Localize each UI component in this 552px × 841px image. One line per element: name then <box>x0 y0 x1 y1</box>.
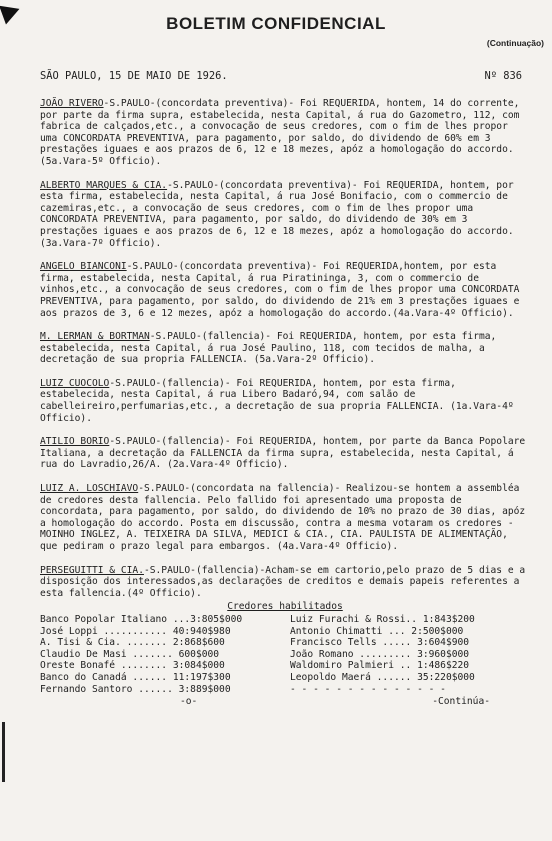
creditor-cell: A. Tisi & Cia. ....... 2:868$600 <box>40 637 225 649</box>
table-row <box>40 626 530 638</box>
creditor-cell: Francisco Tells ..... 3:604$900 <box>290 637 470 649</box>
entry-firm: M. LERMAN & BORTMAN <box>40 331 150 343</box>
table-row <box>40 672 530 684</box>
table-row <box>40 637 530 649</box>
table-row <box>40 614 530 626</box>
creditor-cell: Waldomiro Palmieri .. 1:486$220 <box>290 660 470 672</box>
creditor-cell: José Loppi ........... 40:940$980 <box>40 625 231 637</box>
entry-firm: ALBERTO MARQUES & CIA. <box>40 179 168 191</box>
margin-bar <box>2 722 5 782</box>
bulletin-number: Nº 836 <box>484 70 522 82</box>
place-date: SÃO PAULO, 15 DE MAIO DE 1926. <box>40 70 228 82</box>
creditors-table <box>40 614 530 695</box>
entry <box>40 98 530 168</box>
creditor-cell: Leopoldo Maerá ...... 35:220$000 <box>290 671 475 683</box>
creditor-cell: Claudio De Masi ....... 600$000 <box>40 648 220 660</box>
entry-text: -S.PAULO-(concordata preventiva)- Foi REQUERIDA, hontem, por esta firma, estabelecida, nesta Capital, á rua José Bonifacio, com o commercio de cazemiras,etc., a convocação de seus credores, com o fim de lhes propor uma CONCORDATA PREVENTIVA, para pagamento, por saldo, do dividendo de 30% em 3 prestações iguaes e aos prazos de 6, 12 e 18 mezes, apóz a homologação do accordo. (3a.Vara-7º Officio). <box>40 179 514 249</box>
creditor-cell: - - - - - - - - - - - - - - <box>290 683 446 695</box>
entry-text: -S.PAULO-(concordata preventiva)- Foi REQUERIDA,hontem, por esta firma, estabelecida, nesta Capital, á rua Piratininga, 3, com o commercio de vinhos,etc., a convocação de seus credores, com o fim de lhes propor uma CONCORDATA PREVENTIVA, para pagamento, por saldo, do dividendo de 21% em 3 prestações iguaes e aos prazos de 3, 6 e 12 mezes, apóz a homologação do accordo.(4a.Vara-4º Officio). <box>40 261 520 319</box>
creditor-cell: Oreste Bonafé ........ 3:084$000 <box>40 660 225 672</box>
entry <box>40 261 530 319</box>
dateline <box>40 70 522 82</box>
entry-text: -S.PAULO-(fallencia)- Foi REQUERIDA, hontem, por esta firma, estabelecida, nesta Capital, á rua Libero Badaró,94, com salão de cabelleireiro,perfumarias,etc., a decretação de sua propria FALLENCIA. (1a.Vara-4º Officio). <box>40 377 514 424</box>
footer-continue: -Continúa- <box>432 696 490 708</box>
page-title: BOLETIM CONFIDENCIAL <box>166 14 386 33</box>
entry-firm: PERSEGUITTI & CIA. <box>40 564 144 576</box>
creditor-cell: Antonio Chimatti ... 2:500$000 <box>290 625 464 637</box>
entry-firm: JOÃO RIVERO <box>40 98 104 109</box>
entry-text: -S.PAULO-(concordata preventiva)- Foi REQUERIDA, hontem, 14 do corrente, por parte da firma supra, estabelecida, nesta Capital, á rua do Gazometro, 112, com fabrica de calçados,etc., a convocação de seus credores, com o fim de lhes propor uma CONCORDATA PREVENTIVA, para pagamento, por saldo, do dividendo de 60% em 3 prestações iguaes e aos prazos de 6, 12 e 18 mezes, apóz a homologação do accordo. (5a.Vara-5º Officio). <box>40 98 520 167</box>
creditors-heading: Credores habilitados <box>227 601 343 613</box>
entry-text: -S.PAULO-(fallencia)- Foi REQUERIDA, hontem, por esta firma, estabelecida, nesta Capital, á rua José Paulino, 118, com tecidos de malha, a decretação de sua propria FALLENCIA. (5a.Vara-2º Officio). <box>40 331 497 366</box>
creditor-cell: Fernando Santoro ...... 3:889$000 <box>40 683 231 695</box>
entry <box>40 483 530 553</box>
page-footer <box>40 696 530 708</box>
creditor-cell: Luiz Furachi & Rossi.. 1:843$200 <box>290 613 475 625</box>
entry-firm: ATILIO BORIO <box>40 436 110 448</box>
creditor-cell: João Romano ......... 3:960$000 <box>290 648 470 660</box>
entry-text: -S.PAULO-(concordata na fallencia)- Realizou-se hontem a assembléa de credores desta fallencia. Pelo fallido foi apresentado uma proposta de concordata, para pagamento, por saldo, do dividendo de 10% no prazo de 30 dias, apóz a homologação do accordo. Posta em discussão, contra a mesma votaram os credores - MOINHO INGLEZ, A. TEIXEIRA DA SILVA, MEDICI & CIA., CIA. PAULISTA DE ALIMENTAÇÃO, que pediram o prazo legal para embargos. (4a.Vara-4º Officio). <box>40 483 526 552</box>
creditor-cell: Banco Popolar Italiano ...3:805$000 <box>40 613 243 625</box>
entry <box>40 565 530 600</box>
entry <box>40 180 530 250</box>
creditor-cell: Banco do Canadá ...... 11:197$300 <box>40 671 231 683</box>
entry-text: -S.PAULO-(fallencia)-Acham-se em cartorio,pelo prazo de 5 dias e a disposição dos interessados,as declarações de creditos e demais papeis referentes a esta fallencia.(4º Officio). <box>40 564 526 599</box>
entry-firm: LUIZ CUOCOLO <box>40 377 110 389</box>
entry-firm: ANGELO BIANCONI <box>40 261 127 273</box>
entry <box>40 378 530 424</box>
continuation-label: (Continuação) <box>486 38 544 48</box>
table-row <box>40 684 530 696</box>
entry <box>40 331 530 366</box>
entry <box>40 436 530 471</box>
table-row <box>40 660 530 672</box>
bulletin-content <box>40 98 530 708</box>
table-row <box>40 649 530 661</box>
entry-firm: LUIZ A. LOSCHIAVO <box>40 483 139 495</box>
entry-text: -S.PAULO-(fallencia)- Foi REQUERIDA, hontem, por parte da Banca Popolare Italiana, a decretação da FALLENCIA da firma supra, estabelecida, nesta Capital, á rua do Lavradio,26/A. (2a.Vara-4º Officio). <box>40 436 526 471</box>
footer-mark: -o- <box>180 696 198 708</box>
